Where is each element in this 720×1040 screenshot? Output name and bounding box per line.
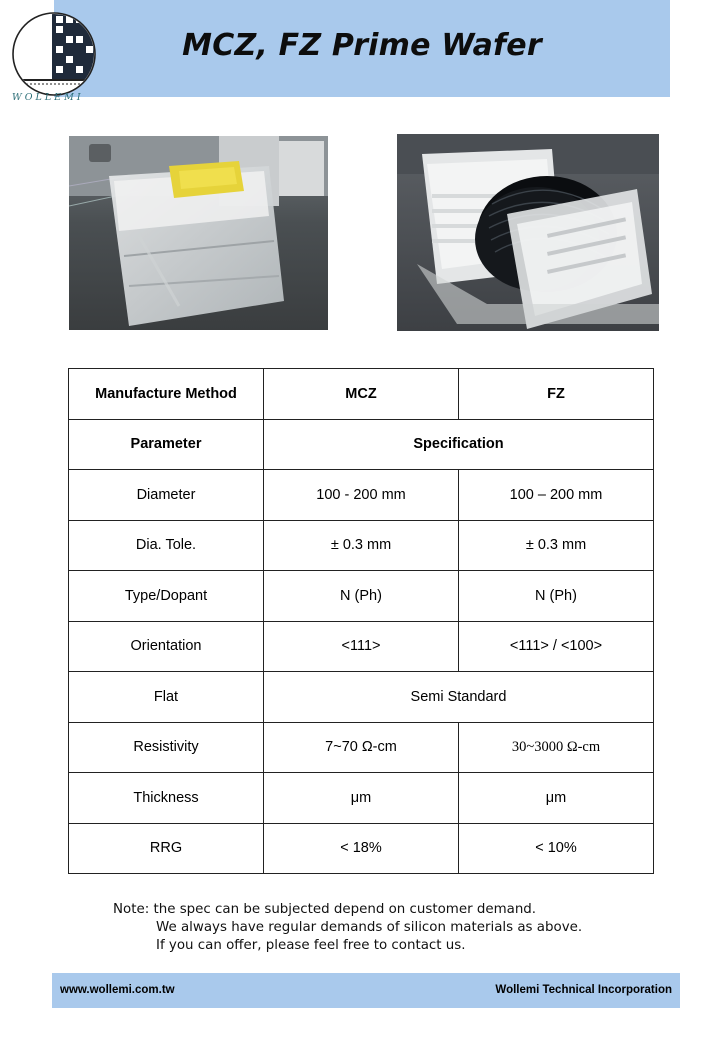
footer-website: www.wollemi.com.tw <box>60 984 175 996</box>
mcz-cell: N (Ph) <box>264 571 459 622</box>
param-cell: Flat <box>69 672 264 723</box>
param-cell: Orientation <box>69 621 264 672</box>
mcz-cell: μm <box>264 773 459 824</box>
param-cell: Thickness <box>69 773 264 824</box>
header-cell: Manufacture Method <box>69 369 264 420</box>
fz-cell: < 10% <box>459 823 654 874</box>
note-line: If you can offer, please feel free to contact us. <box>156 938 466 953</box>
note-block <box>113 901 582 955</box>
param-cell: Diameter <box>69 470 264 521</box>
fz-cell: μm <box>459 773 654 824</box>
table-row <box>69 672 654 723</box>
fz-cell: 30~3000 Ω-cm <box>459 722 654 773</box>
table-row <box>69 470 654 521</box>
param-cell: Dia. Tole. <box>69 520 264 571</box>
mcz-cell: 7~70 Ω-cm <box>264 722 459 773</box>
specification-label: Specification <box>264 419 654 470</box>
fz-cell: ± 0.3 mm <box>459 520 654 571</box>
mcz-cell: 100 - 200 mm <box>264 470 459 521</box>
param-cell: RRG <box>69 823 264 874</box>
table-row <box>69 823 654 874</box>
spec-table <box>68 368 654 874</box>
wafer-box-wrapped-photo <box>69 136 328 330</box>
wafer-cassette-photo <box>397 134 659 331</box>
param-cell: Type/Dopant <box>69 571 264 622</box>
header-cell: FZ <box>459 369 654 420</box>
header-cell: MCZ <box>264 369 459 420</box>
mcz-cell: ± 0.3 mm <box>264 520 459 571</box>
footer-company: Wollemi Technical Incorporation <box>495 984 672 996</box>
table-row <box>69 419 654 470</box>
parameter-label: Parameter <box>69 419 264 470</box>
table-row <box>69 520 654 571</box>
param-cell: Resistivity <box>69 722 264 773</box>
table-row <box>69 369 654 420</box>
fz-cell: N (Ph) <box>459 571 654 622</box>
logo-wordmark: WOLLEMI <box>12 92 84 103</box>
note-line: Note: the spec can be subjected depend on customer demand. <box>113 902 537 917</box>
table-row <box>69 773 654 824</box>
fz-cell: <111> / <100> <box>459 621 654 672</box>
fz-cell: 100 – 200 mm <box>459 470 654 521</box>
note-line: We always have regular demands of silicon materials as above. <box>156 920 583 935</box>
table-row <box>69 621 654 672</box>
wollemi-logo <box>10 10 98 102</box>
table-row <box>69 571 654 622</box>
page-title: MCZ, FZ Prime Wafer <box>182 28 542 63</box>
mcz-cell: < 18% <box>264 823 459 874</box>
table-row <box>69 722 654 773</box>
mcz-cell: <111> <box>264 621 459 672</box>
merged-cell: Semi Standard <box>264 672 654 723</box>
